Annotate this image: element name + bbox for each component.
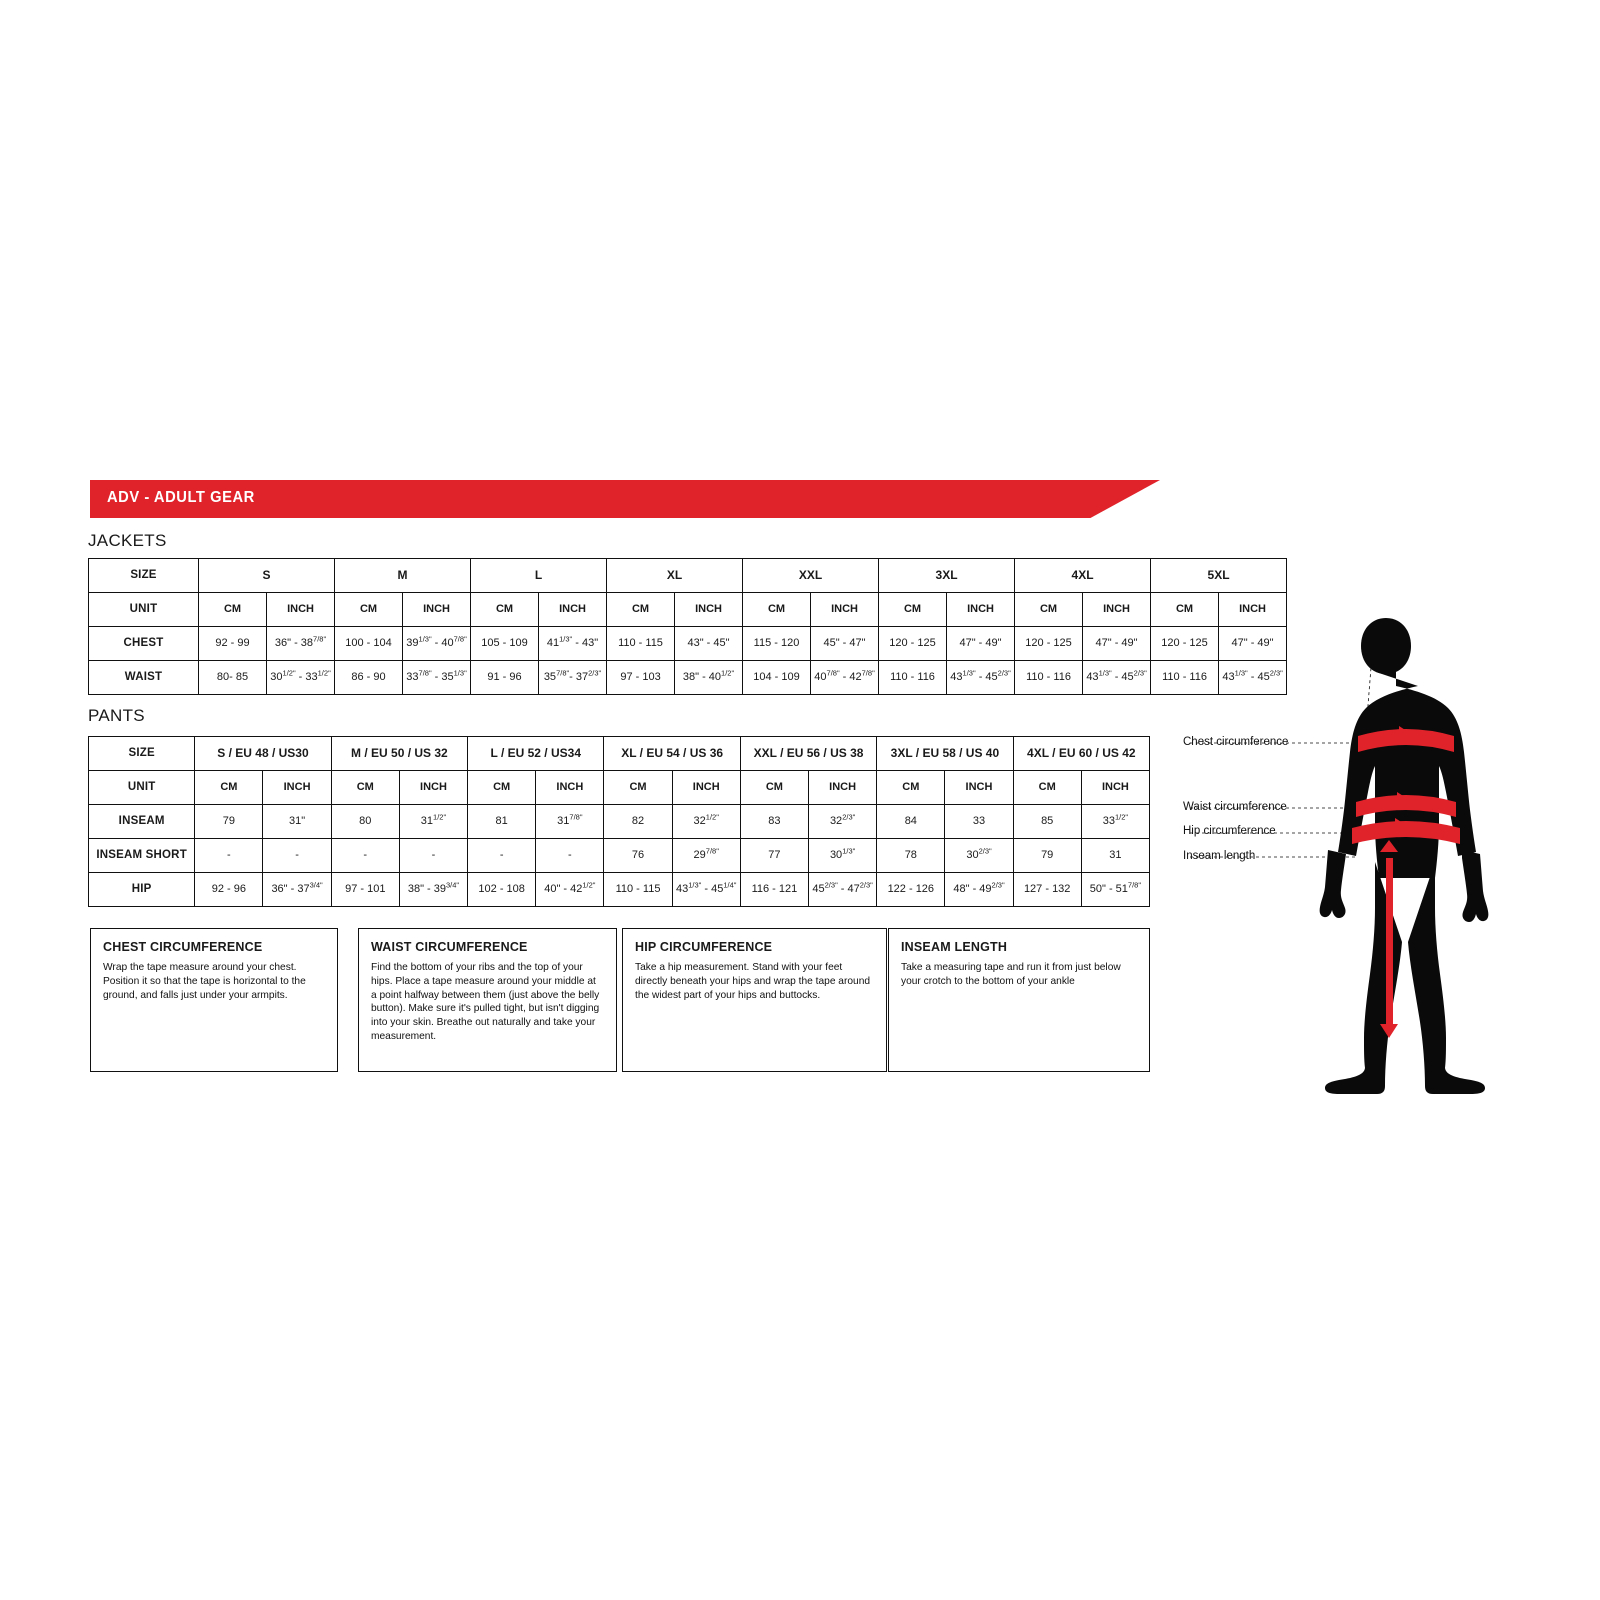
jackets-cell-0-4: 105 - 109 xyxy=(471,627,539,661)
body-measurement-figure xyxy=(1180,600,1580,1100)
jackets-unit-4-1: INCH xyxy=(811,593,879,627)
jackets-cell-0-1: 36" - $38^{7/8"}$ xyxy=(267,627,335,661)
table-row xyxy=(89,627,1287,661)
jackets-cell-0-14: 120 - 125 xyxy=(1151,627,1219,661)
pants-unit-1-1: INCH xyxy=(399,771,467,805)
pants-cell-2-11: 48" - $49^{2/3"}$ xyxy=(945,873,1013,907)
callout-label-waist: Waist circumference xyxy=(1183,801,1287,813)
jackets-cell-0-7: 43" - 45" xyxy=(675,627,743,661)
jackets-cell-0-8: 115 - 120 xyxy=(743,627,811,661)
info-box-waist-title: WAIST CIRCUMFERENCE xyxy=(371,940,528,954)
jackets-unit-7-0: CM xyxy=(1151,593,1219,627)
info-box-inseam xyxy=(888,928,1150,1072)
jackets-cell-1-1: $30^{1/2"} - 33^{1/2"}$ xyxy=(267,661,335,695)
pants-size-6: 4XL / EU 60 / US 42 xyxy=(1013,737,1149,771)
pants-cell-2-3: 38" - $39^{3/4"}$ xyxy=(399,873,467,907)
jackets-cell-0-15: 47" - 49" xyxy=(1219,627,1287,661)
pants-cell-0-13: $33^{1/2"}$ xyxy=(1081,805,1149,839)
pants-cell-1-9: $30^{1/3"}$ xyxy=(809,839,877,873)
pants-unit-3-1: INCH xyxy=(672,771,740,805)
pants-cell-2-5: 40" - $42^{1/2"}$ xyxy=(536,873,604,907)
pants-cell-0-11: 33 xyxy=(945,805,1013,839)
pants-unit-6-1: INCH xyxy=(1081,771,1149,805)
jackets-size-table xyxy=(88,558,1287,695)
pants-cell-1-7: $29^{7/8"}$ xyxy=(672,839,740,873)
pants-unit-label: UNIT xyxy=(89,771,195,805)
jackets-cell-1-5: $35^{7/8"}-$ $37^{2/3"}$ xyxy=(539,661,607,695)
pants-unit-1-0: CM xyxy=(331,771,399,805)
jackets-unit-2-1: INCH xyxy=(539,593,607,627)
pants-cell-0-3: $31^{1/2"}$ xyxy=(399,805,467,839)
pants-cell-2-10: 122 - 126 xyxy=(877,873,945,907)
pants-cell-1-5: - xyxy=(536,839,604,873)
callout-label-hip: Hip circumference xyxy=(1183,825,1276,837)
jackets-cell-0-11: 47" - 49" xyxy=(947,627,1015,661)
jackets-unit-7-1: INCH xyxy=(1219,593,1287,627)
pants-cell-1-12: 79 xyxy=(1013,839,1081,873)
jackets-unit-0-0: CM xyxy=(199,593,267,627)
jackets-unit-1-1: INCH xyxy=(403,593,471,627)
jackets-cell-1-12: 110 - 116 xyxy=(1015,661,1083,695)
jackets-unit-5-0: CM xyxy=(879,593,947,627)
jackets-cell-1-6: 97 - 103 xyxy=(607,661,675,695)
jackets-size-5: 3XL xyxy=(879,559,1015,593)
pants-cell-2-8: 116 - 121 xyxy=(740,873,808,907)
pants-cell-1-11: $30^{2/3"}$ xyxy=(945,839,1013,873)
jackets-size-7: 5XL xyxy=(1151,559,1287,593)
pants-cell-2-13: 50" - $51^{7/8"}$ xyxy=(1081,873,1149,907)
pants-size-1: M / EU 50 / US 32 xyxy=(331,737,467,771)
banner-title: ADV - ADULT GEAR xyxy=(107,489,255,506)
info-box-chest-title: CHEST CIRCUMFERENCE xyxy=(103,940,263,954)
jackets-size-4: XXL xyxy=(743,559,879,593)
jackets-cell-0-0: 92 - 99 xyxy=(199,627,267,661)
jackets-cell-1-9: $40^{7/8"} - 42^{7/8"}$ xyxy=(811,661,879,695)
pants-row-label-2: HIP xyxy=(89,873,195,907)
pants-unit-2-1: INCH xyxy=(536,771,604,805)
pants-cell-1-10: 78 xyxy=(877,839,945,873)
jackets-size-label: SIZE xyxy=(89,559,199,593)
pants-cell-2-2: 97 - 101 xyxy=(331,873,399,907)
jackets-cell-1-0: 80- 85 xyxy=(199,661,267,695)
info-box-hip xyxy=(622,928,887,1072)
jackets-size-0: S xyxy=(199,559,335,593)
pants-cell-1-1: - xyxy=(263,839,331,873)
pants-cell-2-7: $43^{1/3"} - 45^{1/4"}$ xyxy=(672,873,740,907)
pants-size-0: S / EU 48 / US30 xyxy=(195,737,331,771)
pants-cell-1-4: - xyxy=(468,839,536,873)
pants-size-table xyxy=(88,736,1150,907)
info-box-hip-text: Take a hip measurement. Stand with your feet directly beneath your hips and wrap the tape around the widest part of your hips and buttocks. xyxy=(635,962,871,1001)
pants-cell-1-13: 31 xyxy=(1081,839,1149,873)
info-box-inseam-title: INSEAM LENGTH xyxy=(901,940,1008,954)
jackets-unit-3-0: CM xyxy=(607,593,675,627)
pants-cell-0-5: $31^{7/8"}$ xyxy=(536,805,604,839)
jackets-unit-4-0: CM xyxy=(743,593,811,627)
jackets-cell-0-3: $39^{1/3"} - 40^{7/8"}$ xyxy=(403,627,471,661)
pants-row-label-0: INSEAM xyxy=(89,805,195,839)
pants-cell-0-12: 85 xyxy=(1013,805,1081,839)
jackets-size-2: L xyxy=(471,559,607,593)
jackets-unit-0-1: INCH xyxy=(267,593,335,627)
jackets-size-1: M xyxy=(335,559,471,593)
jackets-unit-1-0: CM xyxy=(335,593,403,627)
jackets-cell-0-2: 100 - 104 xyxy=(335,627,403,661)
jackets-cell-0-5: $41^{1/3"} - 43$" xyxy=(539,627,607,661)
pants-cell-1-2: - xyxy=(331,839,399,873)
jackets-unit-row xyxy=(89,593,1287,627)
jackets-unit-6-0: CM xyxy=(1015,593,1083,627)
jackets-cell-1-3: $33^{7/8"} - 35^{1/3"}$ xyxy=(403,661,471,695)
info-box-waist xyxy=(358,928,617,1072)
jackets-cell-0-13: 47" - 49" xyxy=(1083,627,1151,661)
jackets-cell-0-9: 45" - 47" xyxy=(811,627,879,661)
pants-unit-6-0: CM xyxy=(1013,771,1081,805)
jackets-cell-0-6: 110 - 115 xyxy=(607,627,675,661)
table-row xyxy=(89,839,1150,873)
pants-cell-0-2: 80 xyxy=(331,805,399,839)
section-title-pants: PANTS xyxy=(88,706,145,725)
pants-cell-0-6: 82 xyxy=(604,805,672,839)
callout-label-chest: Chest circumference xyxy=(1183,736,1289,748)
pants-cell-0-9: $32^{2/3"}$ xyxy=(809,805,877,839)
pants-cell-1-0: - xyxy=(195,839,263,873)
pants-unit-3-0: CM xyxy=(604,771,672,805)
jackets-cell-1-7: 38" - $40^{1/2"}$ xyxy=(675,661,743,695)
pants-unit-4-1: INCH xyxy=(809,771,877,805)
jackets-cell-1-15: $43^{1/3"} - 45^{2/3"}$ xyxy=(1219,661,1287,695)
pants-cell-0-10: 84 xyxy=(877,805,945,839)
pants-unit-5-1: INCH xyxy=(945,771,1013,805)
jackets-cell-1-14: 110 - 116 xyxy=(1151,661,1219,695)
pants-size-label: SIZE xyxy=(89,737,195,771)
callout-label-inseam: Inseam length xyxy=(1183,850,1256,862)
header-banner xyxy=(90,480,1160,518)
table-row xyxy=(89,873,1150,907)
jackets-unit-6-1: INCH xyxy=(1083,593,1151,627)
jackets-cell-1-10: 110 - 116 xyxy=(879,661,947,695)
pants-unit-4-0: CM xyxy=(740,771,808,805)
pants-row-label-1: INSEAM SHORT xyxy=(89,839,195,873)
info-box-hip-title: HIP CIRCUMFERENCE xyxy=(635,940,773,954)
pants-cell-2-1: 36" - $37^{3/4"}$ xyxy=(263,873,331,907)
pants-cell-0-4: 81 xyxy=(468,805,536,839)
jackets-size-6: 4XL xyxy=(1015,559,1151,593)
table-row xyxy=(89,661,1287,695)
pants-unit-5-0: CM xyxy=(877,771,945,805)
jackets-cell-1-4: 91 - 96 xyxy=(471,661,539,695)
silhouette xyxy=(1320,618,1489,1094)
jackets-size-header-row xyxy=(89,559,1287,593)
info-box-chest-text: Wrap the tape measure around your chest. Position it so that the tape is horizontal to the ground, and falls just under your armpits. xyxy=(103,962,306,1001)
pants-size-3: XL / EU 54 / US 36 xyxy=(604,737,740,771)
pants-size-header-row xyxy=(89,737,1150,771)
jackets-unit-3-1: INCH xyxy=(675,593,743,627)
pants-cell-1-3: - xyxy=(399,839,467,873)
jackets-cell-0-12: 120 - 125 xyxy=(1015,627,1083,661)
pants-cell-0-1: 31" xyxy=(263,805,331,839)
info-box-chest xyxy=(90,928,338,1072)
pants-size-4: XXL / EU 56 / US 38 xyxy=(740,737,876,771)
pants-unit-row xyxy=(89,771,1150,805)
pants-unit-2-0: CM xyxy=(468,771,536,805)
jackets-cell-1-2: 86 - 90 xyxy=(335,661,403,695)
table-row xyxy=(89,805,1150,839)
body-figure-svg xyxy=(1180,600,1580,1100)
pants-cell-2-6: 110 - 115 xyxy=(604,873,672,907)
pants-cell-0-8: 83 xyxy=(740,805,808,839)
pants-cell-2-4: 102 - 108 xyxy=(468,873,536,907)
info-box-waist-text: Find the bottom of your ribs and the top of your hips. Place a tape measure around your middle at a point halfway between them (just above the belly button). Make sure it's pulled tight, but isn't digging into your skin. Breathe out naturally and take your measurement. xyxy=(371,962,600,1042)
jackets-unit-5-1: INCH xyxy=(947,593,1015,627)
pants-size-2: L / EU 52 / US34 xyxy=(468,737,604,771)
jackets-unit-2-0: CM xyxy=(471,593,539,627)
jackets-row-label-1: WAIST xyxy=(89,661,199,695)
jackets-row-label-0: CHEST xyxy=(89,627,199,661)
pants-cell-2-12: 127 - 132 xyxy=(1013,873,1081,907)
jackets-cell-1-8: 104 - 109 xyxy=(743,661,811,695)
info-box-inseam-text: Take a measuring tape and run it from just below your crotch to the bottom of your ankle xyxy=(901,962,1121,987)
jackets-unit-label: UNIT xyxy=(89,593,199,627)
pants-unit-0-1: INCH xyxy=(263,771,331,805)
jackets-cell-1-11: $43^{1/3"} - 45^{2/3"}$ xyxy=(947,661,1015,695)
pants-cell-2-9: $45^{2/3"} - 47^{2/3"}$ xyxy=(809,873,877,907)
pants-size-5: 3XL / EU 58 / US 40 xyxy=(877,737,1013,771)
pants-cell-0-0: 79 xyxy=(195,805,263,839)
pants-cell-2-0: 92 - 96 xyxy=(195,873,263,907)
pants-cell-1-8: 77 xyxy=(740,839,808,873)
section-title-jackets: JACKETS xyxy=(88,531,167,550)
jackets-cell-0-10: 120 - 125 xyxy=(879,627,947,661)
pants-unit-0-0: CM xyxy=(195,771,263,805)
jackets-size-3: XL xyxy=(607,559,743,593)
pants-cell-0-7: $32^{1/2"}$ xyxy=(672,805,740,839)
pants-cell-1-6: 76 xyxy=(604,839,672,873)
jackets-cell-1-13: $43^{1/3"} - 45^{2/3"}$ xyxy=(1083,661,1151,695)
